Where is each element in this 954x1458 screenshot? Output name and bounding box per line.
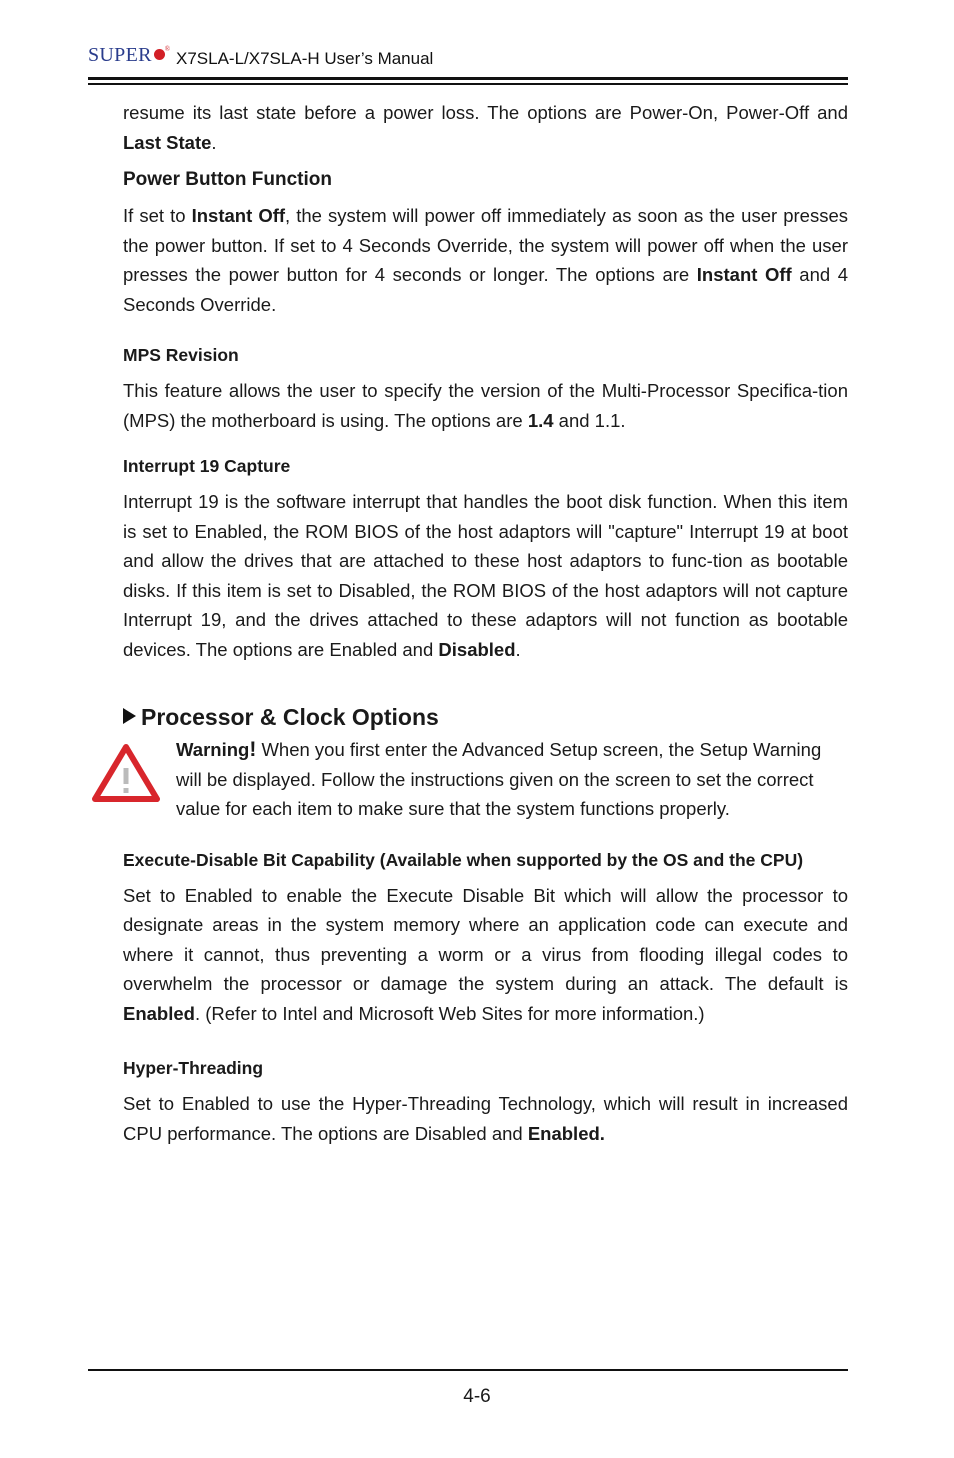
page-content xyxy=(123,98,848,1148)
interrupt-19-heading: Interrupt 19 Capture xyxy=(123,456,291,476)
execute-disable-heading: Execute-Disable Bit Capability (Available when supported by the OS and the CPU) xyxy=(123,849,804,870)
intro-paragraph: resume its last state before a power loss. The options are Power-On, Power-Off and Last State. xyxy=(123,102,848,153)
brand-logo: SUPER ® xyxy=(88,44,171,66)
brand-dot-icon xyxy=(154,49,165,60)
power-button-heading: Power Button Function xyxy=(123,169,332,190)
power-button-paragraph: If set to Instant Off, the system will power off immediately as soon as the user presses the power button. If set to 4 Seconds Override, the system will power off when the user presses the power button for 4 seconds or longer. The options are Instant Off and 4 Seconds Override. xyxy=(123,205,848,315)
header-rule xyxy=(88,77,848,80)
manual-title: X7SLA-L/X7SLA-H User’s Manual xyxy=(176,49,434,68)
execute-disable-paragraph: Set to Enabled to enable the Execute Disable Bit which will allow the processor to designate areas in the system memory where an application code can execute and where it cannot, thus preventing a worm or a virus from flooding illegal codes to overwhelm the processor or damage the system during an attack. The default is Enabled. (Refer to Intel and Microsoft Web Sites for more information.) xyxy=(123,884,848,1024)
processor-clock-heading: Processor & Clock Options xyxy=(123,704,848,731)
interrupt-19-paragraph: Interrupt 19 is the software interrupt that handles the boot disk function. When this item is set to Enabled, the ROM BIOS of the host adaptors will "capture" Interrupt 19 at boot and allow the drives that are attached to these host adaptors to func-tion as bootable disks. If this item is set to Disabled, the ROM BIOS of the host adaptors will not capture Interrupt 19, and the drives attached to these adaptors will not function as bootable devices. The options are Enabled and Disabled. xyxy=(123,491,848,660)
header-rule-thin xyxy=(88,83,848,85)
hyper-threading-heading: Hyper-Threading xyxy=(123,1058,264,1078)
mps-revision-paragraph: This feature allows the user to specify the version of the Multi-Processor Specifica-tion (MPS) the motherboard is using. The options are 1.4 and 1.1. xyxy=(123,380,848,431)
triangle-bullet-icon xyxy=(123,708,136,724)
warning-text: Warning! When you first enter the Advanced Setup screen, the Setup Warning will be displayed. Follow the instructions given on the screen to set the correct value for each item to make sure that the system functions properly. xyxy=(176,738,822,819)
warning-block xyxy=(123,735,848,824)
page-number: 4-6 xyxy=(463,1386,491,1407)
hyper-threading-paragraph: Set to Enabled to use the Hyper-Threading Technology, which will result in increased CPU performance. The options are Disabled and Enabled. xyxy=(123,1093,848,1144)
mps-revision-heading: MPS Revision xyxy=(123,345,239,365)
warning-triangle-icon xyxy=(91,743,161,803)
footer-rule xyxy=(88,1369,848,1371)
